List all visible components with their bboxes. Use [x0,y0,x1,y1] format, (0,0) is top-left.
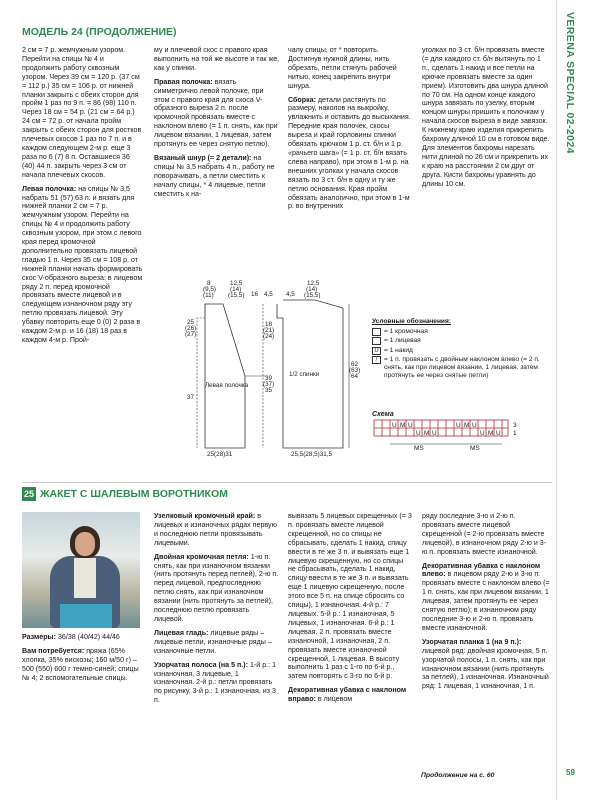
paragraph-text: пряжа (65% хлопка, 35% вискозы; 160 м/50 г) – 500 (550) 600 г темно-синей; спицы № 4; 2 вспомогательные спицы. [22,646,139,682]
section25-column-4 [422,512,550,770]
paragraph-text: в лицевых и изнаночных рядах первую и последнюю петли провязывать лицевыми. [154,512,277,547]
continued-note: Продолжение на с. 60 [421,772,495,779]
legend-item [372,337,556,345]
left-front-label: Левая полочка [205,382,249,389]
legend-item [372,347,556,355]
paragraph-title: Левая полочка: [22,184,77,193]
paragraph-text: 36/38 (40/42) 44/46 [57,633,120,641]
section25-column-1 [22,633,144,783]
paragraph [22,185,144,345]
paragraph [288,96,412,212]
paragraph-title: Узорчатая полоса (на 5 п.): [154,660,248,669]
paragraph [288,686,412,704]
paragraph-text: детали растянуть по размеру, наколов на выкройку, увлажнить и оставить до высыхания. Передние края полочек, скосы выреза и край горловины спинки обвязать крючком 1 р. ст. б/н и 1 р. «рачьего шага» (= 1 р. ст. б/н вязать слева направо), при этом в 1-м р. на внешних уголках у начала скосов вязать по 3 ст. б/н в одну и ту же петлю основания. Края пройм обвязать аналогично, при этом в 1-м р. во внутренних [288,95,411,211]
svg-text:M: M [488,430,494,437]
dim-right-62: 62 [351,361,359,368]
paragraph-title: Сборка: [288,95,316,104]
sidebar-brand: VERENA SPECIAL 02-2024 [564,12,576,154]
half-back-label: 1/2 спинки [289,371,320,378]
dim-top-mid: (15,5) [228,292,245,299]
paragraph-text: на спицы № 3,5 набрать 51 (57) 63 п. и вязать для нижней планки 2 см = 7 р. жемчужным узором. Перейти на спицы № 4 и продолжить работу сквозным узором, при этом с левого края перед кромочной дополнительно провязать лицевой гладью 1 п. Через 35 см = 108 р. от нижней планки начать формировать скос V-образного выреза: в лицевом ряду 2 п. перед кромочной провязать вместе лицевой и в следующем изнаночном ряду эту петлю провязать лицевой. Эту убавку повторить еще 0 (0) 2 раза в каждом 2-м р. и 16 (18) 18 раз в каждом 4-м р. Прой- [22,184,143,344]
paragraph [154,78,280,149]
svg-text:U: U [472,422,477,429]
svg-text:U: U [456,422,461,429]
paragraph-title: Декоративная убавка с наклоном влево: [422,561,541,579]
decrease-symbol: / [372,356,381,364]
paragraph-text: в лицевом [317,695,353,704]
paragraph-title: Узорчатая планка 1 (на 9 п.): [422,637,522,646]
paragraph [154,154,280,199]
paragraph [154,553,280,624]
dim-top-right: (15,5) [304,292,321,299]
paragraph-title: Узелковый кромочный край: [154,512,256,520]
model-photo [22,512,140,628]
column-3 [288,46,412,278]
dim-right-62: (63) [349,367,361,374]
dim-45: 4,5 [286,291,295,298]
svg-text:M: M [464,422,470,429]
paragraph-text: лицевой ряд: двойная кромочная, 5 п. узорчатой полосы, 1 п. снять, как при изнаночном вязании (нить протянуть за петлей), 1 изнаночная. Изнаночный ряд: 1 лицевая, 1 изнаночная, 1 п. [422,646,549,691]
paragraph-title: Декоративная убавка с наклоном вправо: [288,686,407,704]
section-number: 25 [23,489,34,499]
legend-text: = 1 лицевая [384,337,421,345]
section-divider [22,482,552,483]
legend [372,318,556,381]
paragraph-text: 1-ю п. снять, как при изнаночном вязании (нить протянуть перед петлей), 2-ю п. перед лицевой, предпоследнюю петлю снять, как при изнаночном вязании (нить протянуть за петлей), последнюю петлю провязать лицевой. [154,552,279,623]
legend-title: Условные обозначения: [372,318,452,325]
paragraph [422,638,550,691]
paragraph: уголках по 3 ст. б/н провязать вместе (= для каждого ст. б/н вытянуть по 1 п., сделать 1 накид и все петли на крючке провязать вместе за один прием). Изготовить два шнура длиной по 70 см. На одном конце каждого шнура завязать по узелку, вторым концом шнуры пришить к полочкам у начала скосов выреза в виде завязок. К нижнему краю изделия прикрепить бахрому длиной 10 см в готовом виде. Для элементов бахромы нарезать нити длиной по 26 см и прикрепить их к краю на расстоянии 2 см друг от друга. Кисти бахромы уравнять до длины 10 см. [422,46,550,188]
dim-top-16: 16 [251,291,259,298]
dim-mid-39: (37) [263,381,275,388]
paragraph [154,629,280,656]
paragraph-text: вязать симметрично левой полочке, при этом с правого края для скоса V-образного выреза 2 п. после кромочной провязать вместе с наклоном влево (= 1 п. снять, как при лицевом вязании, 1 лицевая, затем протянуть ее через снятую петлю). [154,77,278,149]
dim-mid-18: 18 [265,321,273,328]
dim-mid-18: (21) [263,327,275,334]
legend-text: = 1 накид [384,346,413,354]
paragraph-text: на спицы № 3,5 набрать 4 п., работу не поворачивать, а петли сместить к началу спицы, * 4 лицевые, петли сместить к на- [154,153,275,198]
paragraph: 2 см = 7 р. жемчужным узором. Перейти на спицы № 4 и продолжить работу сквозным узором. Через 39 см = 120 р. (37 см = 112 р.) 35 см = 106 р. от нижней планки закрыть с обеих сторон для пройм 1 раз по 9 п. = 86 (98) 110 п. Через 18 см = 54 р. (21 см = 64 р.) 24 см = 72 р. от начала пройм закрыть с обеих сторон для ростков плечевых скосов 1 раз по 7 п. и в каждом следующем 2-м р. еще 3 раза по 6 (7) 8 п. Оставшиеся 36 (40) 44 п. закрыть через 3 см от начала плечевых скосов. [22,46,142,179]
row-number: 3 [513,422,517,429]
svg-text:M: M [424,430,430,437]
paragraph [422,562,550,633]
selvage-symbol [372,328,381,336]
paragraph [22,647,144,683]
left-front-armhole [197,304,205,448]
dim-top-left: (11) [203,292,214,299]
paragraph-title: Двойная кромочная петля: [154,552,249,561]
svg-text:U: U [496,430,501,437]
svg-text:U: U [480,430,485,437]
dim-top-left: (9,5) [203,286,216,293]
paragraph-title: Лицевая гладь: [154,628,209,637]
dim-left-37: 37 [187,394,195,401]
svg-text:U: U [416,430,421,437]
paragraph [154,661,280,706]
svg-text:M: M [400,422,406,429]
legend-text: = 1 п. провязать с двойным наклоном влево (= 2 п. снять, как при лицевом вязании, 1 лицевая, затем протянуть ее через снятые петли) [384,355,540,380]
paragraph [22,633,144,642]
svg-text:U: U [408,422,413,429]
dim-bottom-right: 25,5(28,5)31,5 [291,451,332,458]
dim-right-62: 64 [351,373,359,380]
paragraph-title: Размеры: [22,633,56,641]
legend-item [372,356,556,381]
pattern-diagram [185,280,365,460]
dim-45: 4,5 [264,291,273,298]
paragraph-text: лицевые ряды – лицевые петли, изнаночные ряды – изнаночные петли. [154,628,272,655]
row-number: 1 [513,430,517,437]
schema-title: Схема [372,411,394,418]
dim-left-side: (27) [185,331,197,338]
paragraph [154,512,280,548]
paragraph: вывязать 5 лицевых скрещенных (= 3 п. провязать вместе лицевой скрещенной, но со спицы не сбрасывать, сделать 1 накид, спицу ввести в те же 3 п. и вывязать еще 1 лицевую скрещенную, но со спицы не сбрасывать, сделать 1 накид, спицу ввести в те же 3 п. и вывязать еще 1 лицевую скрещенную, после этого все 5 п. на спице сбросить со спицы), 1 изнаночная. 4-й р.: 7 лицевых. 5-й р.: 1 изнаночная, 5 лицевых, 1 изнаночная. 6-й р.: 1 лицевая, 2 п. провязать вместе изнаночной, 1 изнаночная, 2 п. провязать вместе изнаночной скрещенной, 1 лицевая. В высоту выполнить 1 раз с 1-го по 6-й р., затем повторять с 3-го по 6-й р. [288,512,412,681]
legend-text: = 1 кромочная [384,328,428,336]
paragraph-title: Вязаный шнур (= 2 детали): [154,153,252,162]
dim-top-right: (14) [306,286,318,293]
dim-left-side: (26) [185,325,197,332]
dim-bottom-left: 25(28)31 [207,451,233,458]
section25-column-3 [288,512,412,782]
knit-symbol [372,337,381,345]
repeat-label: MS [470,445,480,452]
dim-mid-18: (24) [263,333,275,340]
svg-text:U: U [432,430,437,437]
page-number: 59 [566,768,575,777]
paragraph-text: в лицевом ряду 2-ю и 3-ю п. провязать вместе с наклоном влево (= 1 п. снять, как при лицевом вязании, 1 лицевая, затем протянуть ее через снятую петлю); в изнаночном ряду последние 3-ю и 2-ю п. провязать вместе изнаночной. [422,570,550,632]
dim-mid-39: 35 [265,387,273,394]
paragraph-title: Вам потребуется: [22,646,85,655]
paragraph: чалу спицы, от * повторить. Достигнув нужной длины, нить обрезать, петли стянуть рабочей нитью, конец закрепить внутри шнура. [288,46,397,90]
yarn-over-symbol: U [372,347,381,355]
section25-column-2 [154,512,280,782]
stitch-chart [372,418,522,452]
paragraph-title: Правая полочка: [154,77,213,86]
svg-text:U: U [392,422,397,429]
column-2 [154,46,280,278]
dim-top-left: 8 [207,280,211,287]
dim-left-side: 25 [187,319,195,326]
paragraph: му и плечевой скос с правого края выполнить на той же высоте и так же, как у спинки. [154,46,280,72]
dim-top-mid: 12,5 [230,280,243,287]
section-title: МОДЕЛЬ 24 (ПРОДОЛЖЕНИЕ) [22,26,177,38]
column-1 [22,46,144,456]
dim-top-mid: (14) [230,286,242,293]
column-4 [422,46,550,278]
legend-item [372,328,556,336]
left-front-outline [205,304,245,448]
paragraph-text: 1-й р.: 1 изнаночная, 3 лицевые, 1 изнаночная. 2-й р.: петли провязать по рисунку. 3-й р.: 1 изнаночная, из 3 п. [154,660,277,705]
section-title: ЖАКЕТ С ШАЛЕВЫМ ВОРОТНИКОМ [40,488,228,500]
dim-top-right: 12,5 [307,280,320,287]
dim-mid-39: 39 [265,375,273,382]
repeat-label: MS [414,445,424,452]
paragraph: ряду последние 3-ю и 2-ю п. провязать вместе лицевой скрещенной (= 2-ю провязать вместе лицевой), в изнаночном ряду 2-ю и 3-ю п. провязать вместе изнаночной. [422,512,547,556]
